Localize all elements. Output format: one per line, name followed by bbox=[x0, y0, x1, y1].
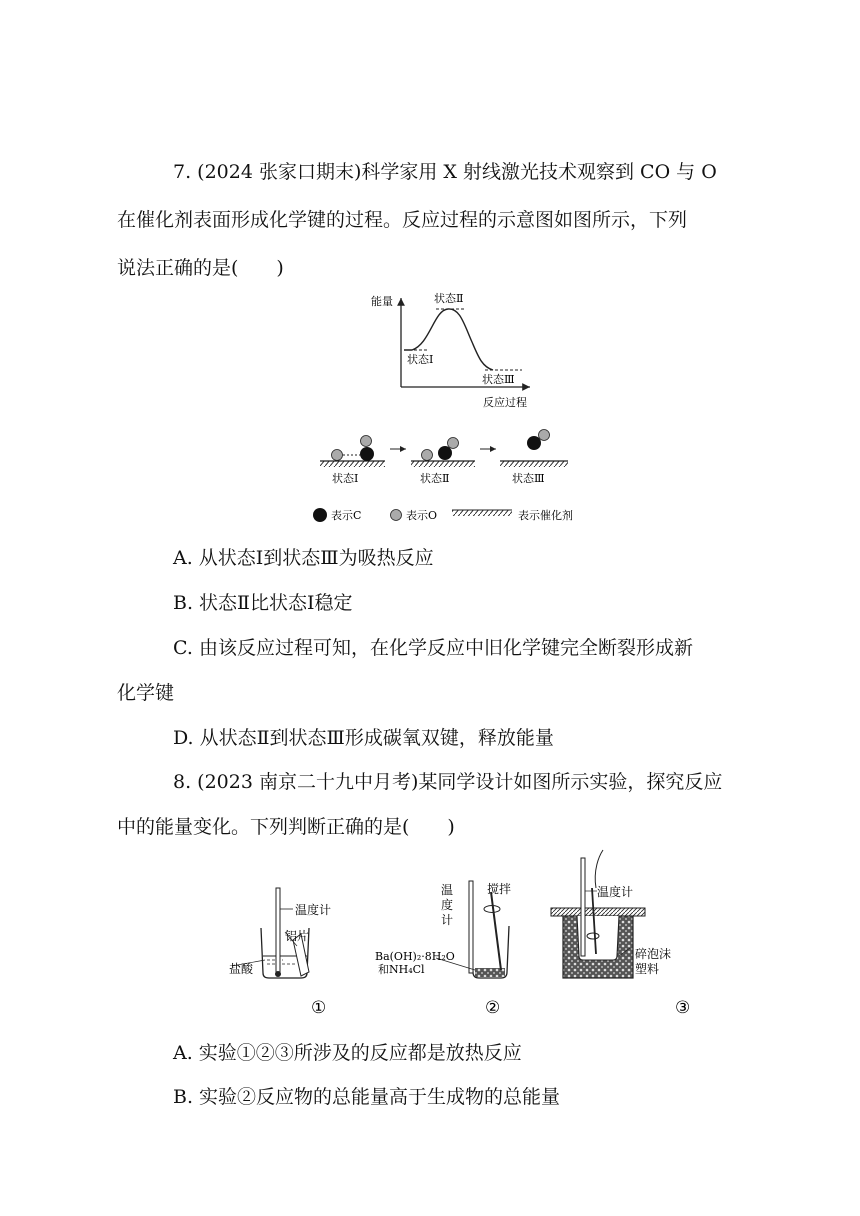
figure-number-2: ② bbox=[485, 998, 501, 1018]
label-state2: 状态Ⅱ bbox=[434, 292, 464, 305]
energy-diagram bbox=[360, 284, 540, 414]
q7-option-a: A. 从状态Ⅰ到状态Ⅲ为吸热反应 bbox=[173, 547, 434, 569]
label-thermometer-1: 温度计 bbox=[295, 903, 332, 917]
scene-label-state3: 状态Ⅲ bbox=[512, 472, 545, 485]
figure-number-3: ③ bbox=[675, 998, 691, 1018]
q7-option-c-line2: 化学键 bbox=[117, 682, 175, 704]
q7-stem-line3: 说法正确的是( ) bbox=[117, 257, 284, 279]
q8-stem-line1: 8. (2023 南京二十九中月考)某同学设计如图所示实验，探究反应 bbox=[173, 771, 723, 793]
scene-label-state2: 状态Ⅱ bbox=[420, 472, 450, 485]
label-foam2: 塑料 bbox=[635, 962, 660, 976]
label-thermometer-3: 温度计 bbox=[597, 885, 634, 899]
scene-label-state1: 状态Ⅰ bbox=[332, 472, 359, 485]
state3-scene bbox=[500, 430, 568, 468]
catalyst-schematic bbox=[300, 424, 590, 530]
label-reagent1: Ba(OH)₂·8H₂O bbox=[375, 950, 455, 963]
label-state1: 状态Ⅰ bbox=[407, 353, 434, 366]
label-temp-v1: 温 bbox=[441, 883, 454, 897]
q7-option-b: B. 状态Ⅱ比状态Ⅰ稳定 bbox=[173, 592, 353, 614]
x-axis-label: 反应过程 bbox=[483, 396, 527, 409]
legend-o: 表示O bbox=[406, 509, 438, 522]
label-state3: 状态Ⅲ bbox=[482, 373, 515, 386]
state2-scene bbox=[411, 438, 475, 468]
label-temp-v3: 计 bbox=[441, 913, 454, 927]
legend-c: 表示C bbox=[331, 509, 362, 522]
q7-stem-line2: 在催化剂表面形成化学键的过程。反应过程的示意图如图所示，下列 bbox=[117, 209, 688, 231]
q7-option-d: D. 从状态Ⅱ到状态Ⅲ形成碳氧双键，释放能量 bbox=[173, 727, 554, 749]
experiment-figures bbox=[225, 848, 705, 1020]
q8-stem-line2: 中的能量变化。下列判断正确的是( ) bbox=[117, 816, 455, 838]
legend-o-icon bbox=[391, 510, 402, 521]
q7-stem-line1: 7. (2024 张家口期末)科学家用 X 射线激光技术观察到 CO 与 O bbox=[173, 161, 717, 183]
label-al-strip: 铝片 bbox=[285, 929, 310, 943]
legend-catalyst-icon bbox=[452, 510, 512, 516]
label-temp-v2: 度 bbox=[441, 898, 454, 912]
y-axis-label: 能量 bbox=[371, 295, 393, 308]
apparatus-3 bbox=[551, 850, 645, 978]
label-foam1: 碎泡沫 bbox=[635, 947, 672, 961]
q8-option-b: B. 实验②反应物的总能量高于生成物的总能量 bbox=[173, 1086, 561, 1108]
label-stir: 搅拌 bbox=[487, 882, 512, 896]
q7-option-c-line1: C. 由该反应过程可知，在化学反应中旧化学键完全断裂形成新 bbox=[173, 637, 693, 659]
legend-catalyst: 表示催化剂 bbox=[518, 509, 573, 522]
state1-scene bbox=[320, 436, 385, 468]
label-hcl: 盐酸 bbox=[229, 962, 254, 976]
label-reagent2: 和NH₄Cl bbox=[378, 963, 425, 976]
figure-number-1: ① bbox=[311, 998, 327, 1018]
q8-option-a: A. 实验①②③所涉及的反应都是放热反应 bbox=[173, 1042, 522, 1064]
legend-c-icon bbox=[313, 508, 327, 522]
